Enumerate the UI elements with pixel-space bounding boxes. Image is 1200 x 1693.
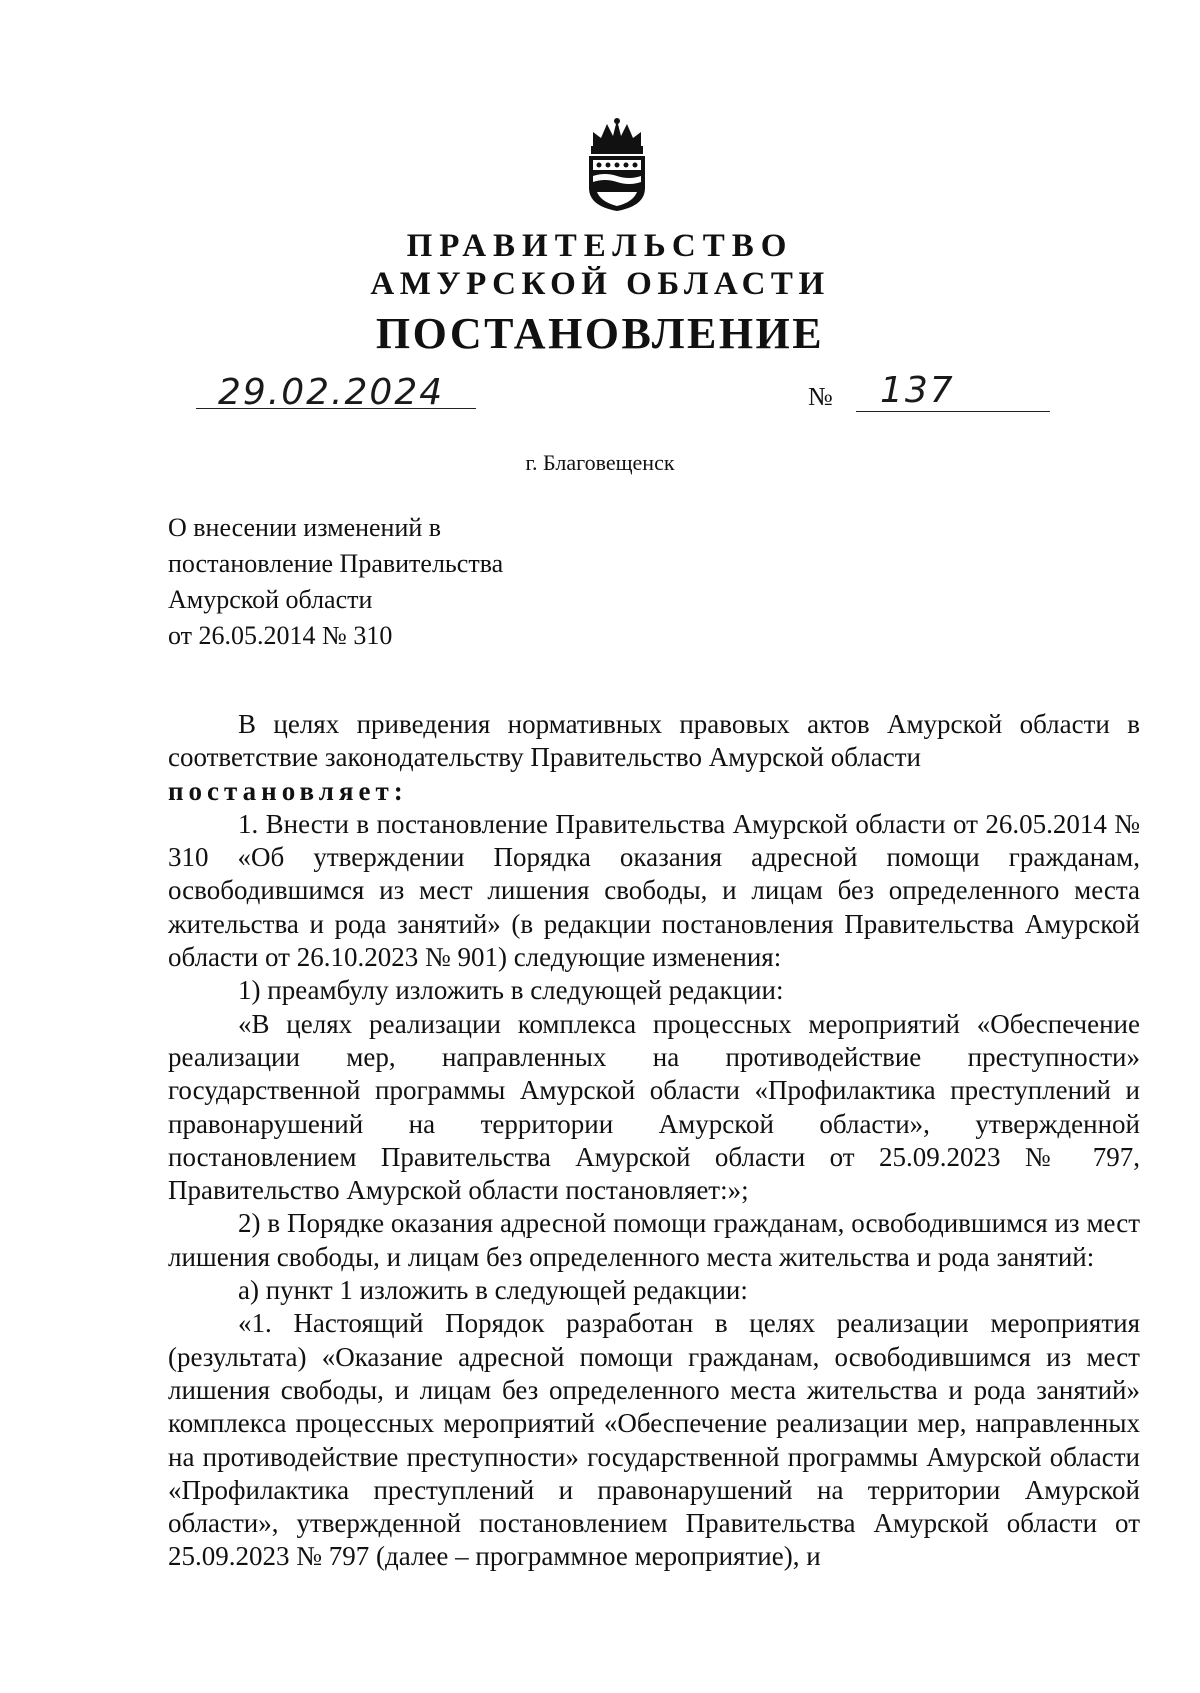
document-type-title: ПОСТАНОВЛЕНИЕ <box>375 309 825 358</box>
preamble-quote-paragraph: «В целях реализации комплекса процессных мероприятий «Обеспечение реализации мер, направленных на противодействие преступности» государственной программы Амурской области «Профилактика преступлений и правонарушений на территории Амурской области», утвержденной постановлением Правительства Амурской области от 25.09.2023 № 797, Правительство Амурской области постановляет:»; <box>168 1008 1140 1206</box>
date-underline <box>196 408 476 409</box>
subject-line: постановление Правительства <box>168 549 504 578</box>
intro-paragraph: В целях приведения нормативных правовых актов Амурской области в соответствие законодательству Правительство Амурской области <box>168 709 1140 773</box>
item-1-paragraph: 1. Внести в постановление Правительства Амурской области от 26.05.2014 № 310 «Об утверждении Порядка оказания адресной помощи гражданам, освободившимся из мест лишения свободы, и лицам без определенного места жительства и рода занятий» (в редакции постановления Правительства Амурской области от 26.10.2023 № 901) следующие изменения: <box>168 808 1140 973</box>
government-title-line1: ПРАВИТЕЛЬСТВО <box>406 228 794 264</box>
resolves-paragraph <box>168 775 1140 808</box>
handwritten-date: 29.02.2024 <box>218 372 445 413</box>
decree-body <box>168 708 1140 1574</box>
handwritten-number: 137 <box>880 370 955 411</box>
resolves-word: постановляет: <box>168 775 408 806</box>
subject-line: О внесении изменений в <box>168 513 442 542</box>
item-1-2-a-paragraph: а) пункт 1 изложить в следующей редакции: <box>238 1275 748 1306</box>
coat-of-arms-icon <box>583 118 651 212</box>
point-1-quote-paragraph: «1. Настоящий Порядок разработан в целях реализации мероприятия (результата) «Оказание адресной помощи гражданам, освободившимся из мест лишения свободы, и лицам без определенного места жительства и рода занятий» комплекса процессных мероприятий «Обеспечение реализации мер, направленных на противодействие преступности» государственной программы Амурской области «Профилактика преступлений и правонарушений на территории Амурской области», утвержденной постановлением Правительства Амурской области от 25.09.2023 № 797 (далее – программное мероприятие), и <box>168 1308 1140 1572</box>
item-1-1-paragraph: 1) преамбулу изложить в следующей редакции: <box>238 975 784 1006</box>
subject-line: от 26.05.2014 № 310 <box>168 621 393 650</box>
city-name: г. Благовещенск <box>525 450 675 475</box>
number-sign: № <box>808 382 833 411</box>
subject-line: Амурской области <box>168 585 373 614</box>
item-1-2-paragraph: 2) в Порядке оказания адресной помощи гражданам, освободившимся из мест лишения свободы, и лицам без определенного места жительства и рода занятий: <box>168 1208 1140 1272</box>
government-title-line2: АМУРСКОЙ ОБЛАСТИ <box>370 266 830 302</box>
number-underline <box>856 411 1050 412</box>
decree-subject <box>168 510 503 654</box>
